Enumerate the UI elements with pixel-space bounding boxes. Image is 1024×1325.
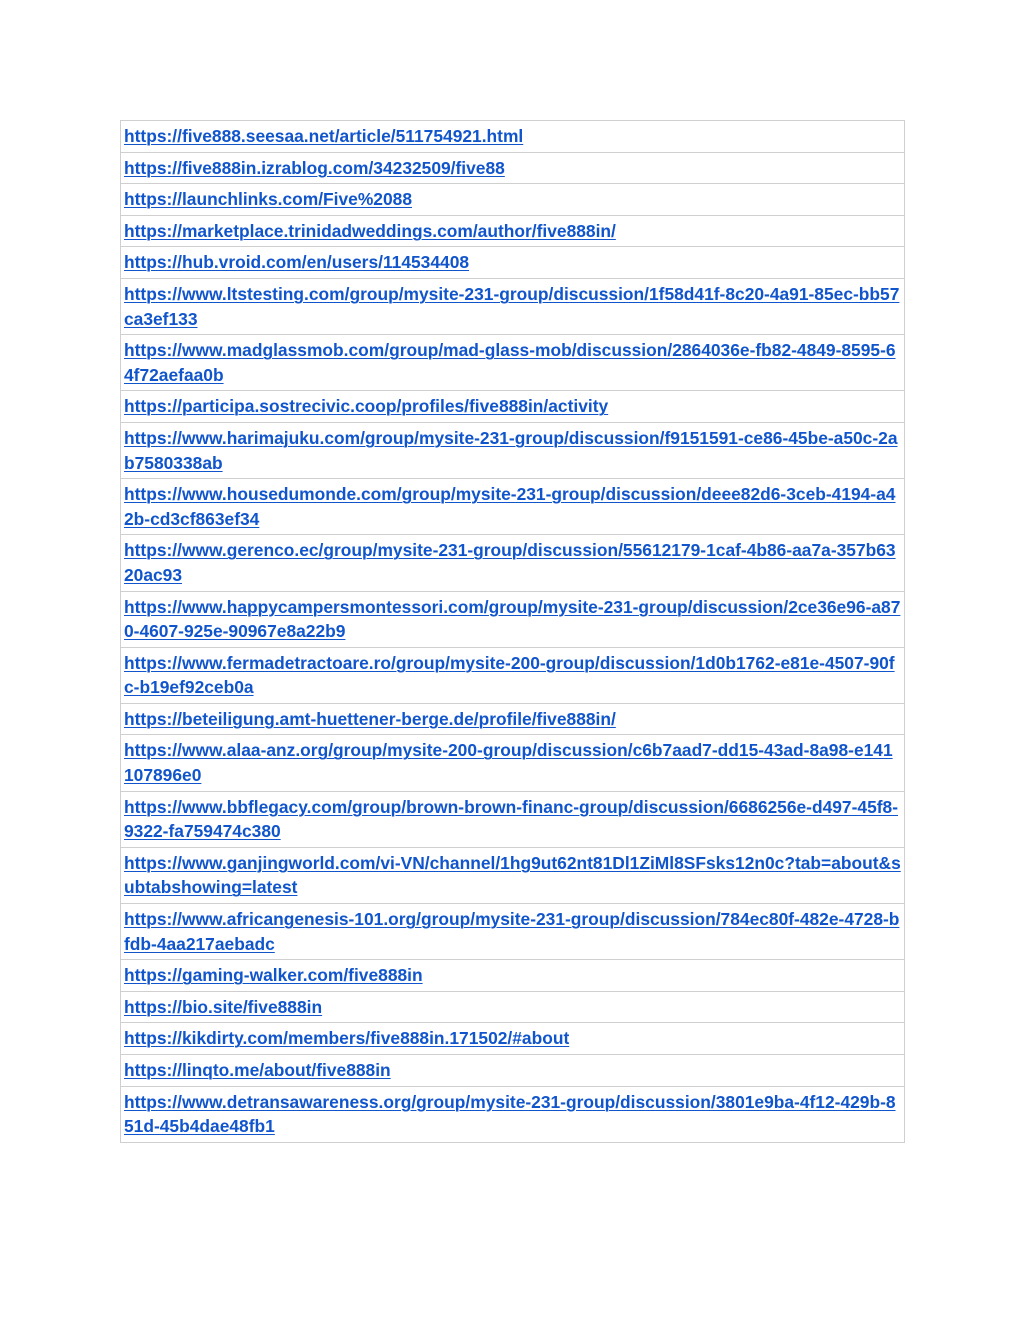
link-url[interactable]: https://participa.sostrecivic.coop/profiles/five888in/activity bbox=[124, 396, 609, 417]
link-url[interactable]: https://www.happycampersmontessori.com/group/mysite-231-group/discussion/2ce36e96-a870-4607-925e-90967e8a22b9 bbox=[124, 596, 901, 642]
link-cell bbox=[121, 391, 905, 423]
link-cell bbox=[121, 735, 905, 791]
table-row bbox=[121, 791, 905, 847]
table-row bbox=[121, 152, 905, 184]
table-row bbox=[121, 278, 905, 334]
table-row bbox=[121, 735, 905, 791]
link-cell bbox=[121, 847, 905, 903]
link-cell bbox=[121, 215, 905, 247]
link-cell bbox=[121, 121, 905, 153]
link-url[interactable]: https://hub.vroid.com/en/users/114534408 bbox=[124, 252, 470, 273]
link-cell bbox=[121, 335, 905, 391]
link-url[interactable]: https://www.fermadetractoare.ro/group/mysite-200-group/discussion/1d0b1762-e81e-4507-90fc-b19ef92ceb0a bbox=[124, 652, 895, 698]
link-url[interactable]: https://www.bbflegacy.com/group/brown-brown-financ-group/discussion/6686256e-d497-45f8-9322-fa759474c380 bbox=[124, 796, 898, 842]
link-url[interactable]: https://www.madglassmob.com/group/mad-glass-mob/discussion/2864036e-fb82-4849-8595-64f72aefaa0b bbox=[124, 340, 896, 385]
link-url[interactable]: https://www.alaa-anz.org/group/mysite-200-group/discussion/c6b7aad7-dd15-43ad-8a98-e141107896e0 bbox=[124, 740, 893, 786]
links-table-body bbox=[121, 121, 905, 1143]
link-url[interactable]: https://www.housedumonde.com/group/mysite-231-group/discussion/deee82d6-3ceb-4194-a42b-cd3cf863ef34 bbox=[124, 484, 896, 529]
links-table bbox=[120, 120, 905, 1143]
link-cell bbox=[121, 535, 905, 591]
link-cell bbox=[121, 1086, 905, 1142]
table-row bbox=[121, 847, 905, 903]
link-cell bbox=[121, 278, 905, 334]
table-row bbox=[121, 335, 905, 391]
table-row bbox=[121, 1086, 905, 1142]
table-row bbox=[121, 904, 905, 960]
table-row bbox=[121, 247, 905, 279]
link-url[interactable]: https://www.detransawareness.org/group/mysite-231-group/discussion/3801e9ba-4f12-429b-851d-45b4dae48fb1 bbox=[124, 1091, 896, 1137]
table-row bbox=[121, 184, 905, 216]
table-row bbox=[121, 960, 905, 992]
link-cell bbox=[121, 904, 905, 960]
link-cell bbox=[121, 960, 905, 992]
link-url[interactable]: https://five888.seesaa.net/article/511754921.html bbox=[124, 126, 524, 146]
link-cell bbox=[121, 591, 905, 647]
table-row bbox=[121, 647, 905, 703]
link-url[interactable]: https://launchlinks.com/Five%2088 bbox=[124, 189, 412, 210]
table-row bbox=[121, 422, 905, 478]
table-row bbox=[121, 591, 905, 647]
table-row bbox=[121, 121, 905, 153]
link-url[interactable]: https://linqto.me/about/five888in bbox=[124, 1060, 391, 1080]
link-url[interactable]: https://www.harimajuku.com/group/mysite-231-group/discussion/f9151591-ce86-45be-a50c-2ab7580338ab bbox=[124, 427, 898, 473]
link-cell bbox=[121, 152, 905, 184]
link-cell bbox=[121, 184, 905, 216]
table-row bbox=[121, 703, 905, 735]
link-url[interactable]: https://www.gerenco.ec/group/mysite-231-group/discussion/55612179-1caf-4b86-aa7a-357b6320ac93 bbox=[124, 540, 896, 585]
link-url[interactable]: https://www.ganjingworld.com/vi-VN/channel/1hg9ut62nt81Dl1ZiMl8SFsks12n0c?tab=about&subtabshowing=latest bbox=[124, 852, 901, 898]
link-cell bbox=[121, 647, 905, 703]
link-url[interactable]: https://bio.site/five888in bbox=[124, 996, 323, 1017]
link-cell bbox=[121, 422, 905, 478]
link-url[interactable]: https://beteiligung.amt-huettener-berge.de/profile/five888in/ bbox=[124, 708, 616, 729]
link-cell bbox=[121, 1023, 905, 1055]
link-url[interactable]: https://www.africangenesis-101.org/group/mysite-231-group/discussion/784ec80f-482e-4728-bfdb-4aa217aebadc bbox=[124, 909, 900, 954]
link-url[interactable]: https://gaming-walker.com/five888in bbox=[124, 965, 423, 986]
link-cell bbox=[121, 1055, 905, 1087]
link-url[interactable]: https://five888in.izrablog.com/34232509/five88 bbox=[124, 157, 505, 178]
table-row bbox=[121, 1055, 905, 1087]
link-cell bbox=[121, 247, 905, 279]
table-row bbox=[121, 215, 905, 247]
table-row bbox=[121, 391, 905, 423]
table-row bbox=[121, 535, 905, 591]
table-row bbox=[121, 991, 905, 1023]
link-cell bbox=[121, 791, 905, 847]
table-row bbox=[121, 479, 905, 535]
table-row bbox=[121, 1023, 905, 1055]
link-cell bbox=[121, 479, 905, 535]
link-cell bbox=[121, 991, 905, 1023]
link-cell bbox=[121, 703, 905, 735]
link-url[interactable]: https://marketplace.trinidadweddings.com/author/five888in/ bbox=[124, 220, 616, 241]
link-url[interactable]: https://kikdirty.com/members/five888in.171502/#about bbox=[124, 1028, 570, 1049]
link-url[interactable]: https://www.ltstesting.com/group/mysite-231-group/discussion/1f58d41f-8c20-4a91-85ec-bb57ca3ef133 bbox=[124, 283, 900, 329]
